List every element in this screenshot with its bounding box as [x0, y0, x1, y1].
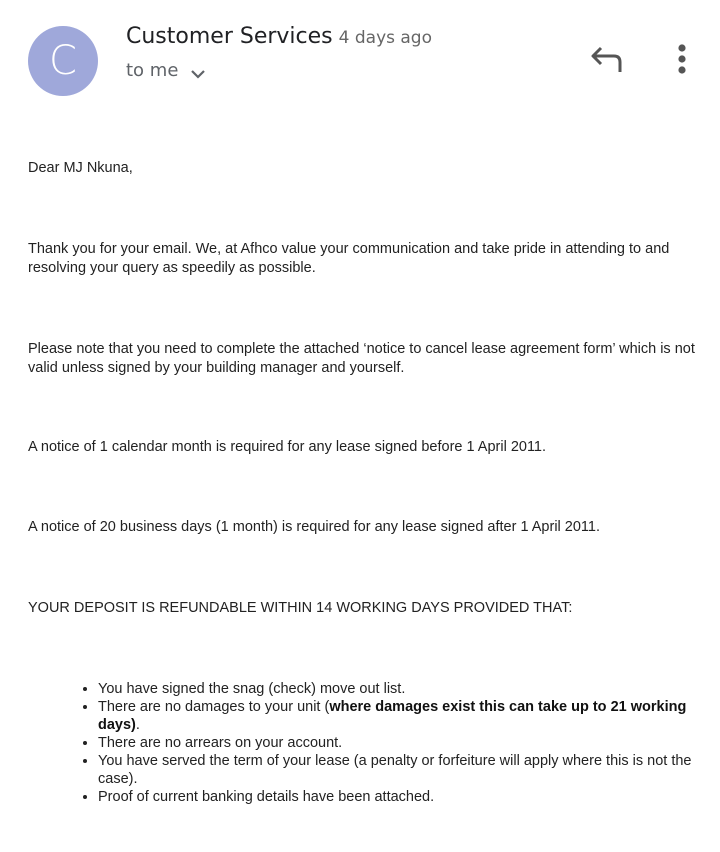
deposit-heading: YOUR DEPOSIT IS REFUNDABLE WITHIN 14 WORKING DAYS PROVIDED THAT:: [28, 600, 573, 616]
list-item: • There are no arrears on your account.: [98, 734, 720, 752]
list-item: • There are no damages to your unit (where damages exist this can take up to 21 working days).: [98, 698, 720, 734]
paragraph-notice-after: A notice of 20 business days (1 month) is required for any lease signed after 1 April 2011.: [28, 519, 601, 535]
reply-button[interactable]: [590, 44, 626, 79]
list-item: • You have served the term of your lease (a penalty or forfeiture will apply where this is not the case).: [98, 752, 720, 788]
more-vert-icon: [672, 44, 692, 78]
paragraph-notice-before: A notice of 1 calendar month is required for any lease signed before 1 April 2011.: [28, 439, 547, 455]
list-item: • You have signed the snag (check) move out list.: [98, 680, 720, 698]
paragraph-notice-form: Please note that you need to complete the attached ‘notice to cancel lease agreement form’ which is not valid unless signed by your building manager and yourself.: [28, 341, 695, 376]
more-options-button[interactable]: [672, 44, 692, 83]
greeting: Dear MJ Nkuna,: [28, 160, 133, 176]
recipient-label: to me: [126, 60, 179, 81]
avatar[interactable]: C: [28, 26, 98, 96]
email-header-sender: [126, 24, 432, 49]
email-timestamp: 4 days ago: [338, 28, 432, 48]
list-item: • Proof of current banking details have been attached.: [98, 788, 720, 806]
reply-icon: [590, 44, 626, 74]
chevron-down-icon: [190, 69, 206, 79]
bold-note: where damages exist this can take up to 21 working days): [98, 699, 687, 733]
sender-name: Customer Services: [126, 24, 333, 49]
recipient-details-toggle[interactable]: [126, 60, 206, 81]
deposit-conditions-list: [78, 680, 720, 806]
paragraph-intro: Thank you for your email. We, at Afhco value your communication and take pride in attending to and resolving your query as speedily as possible.: [28, 241, 670, 276]
